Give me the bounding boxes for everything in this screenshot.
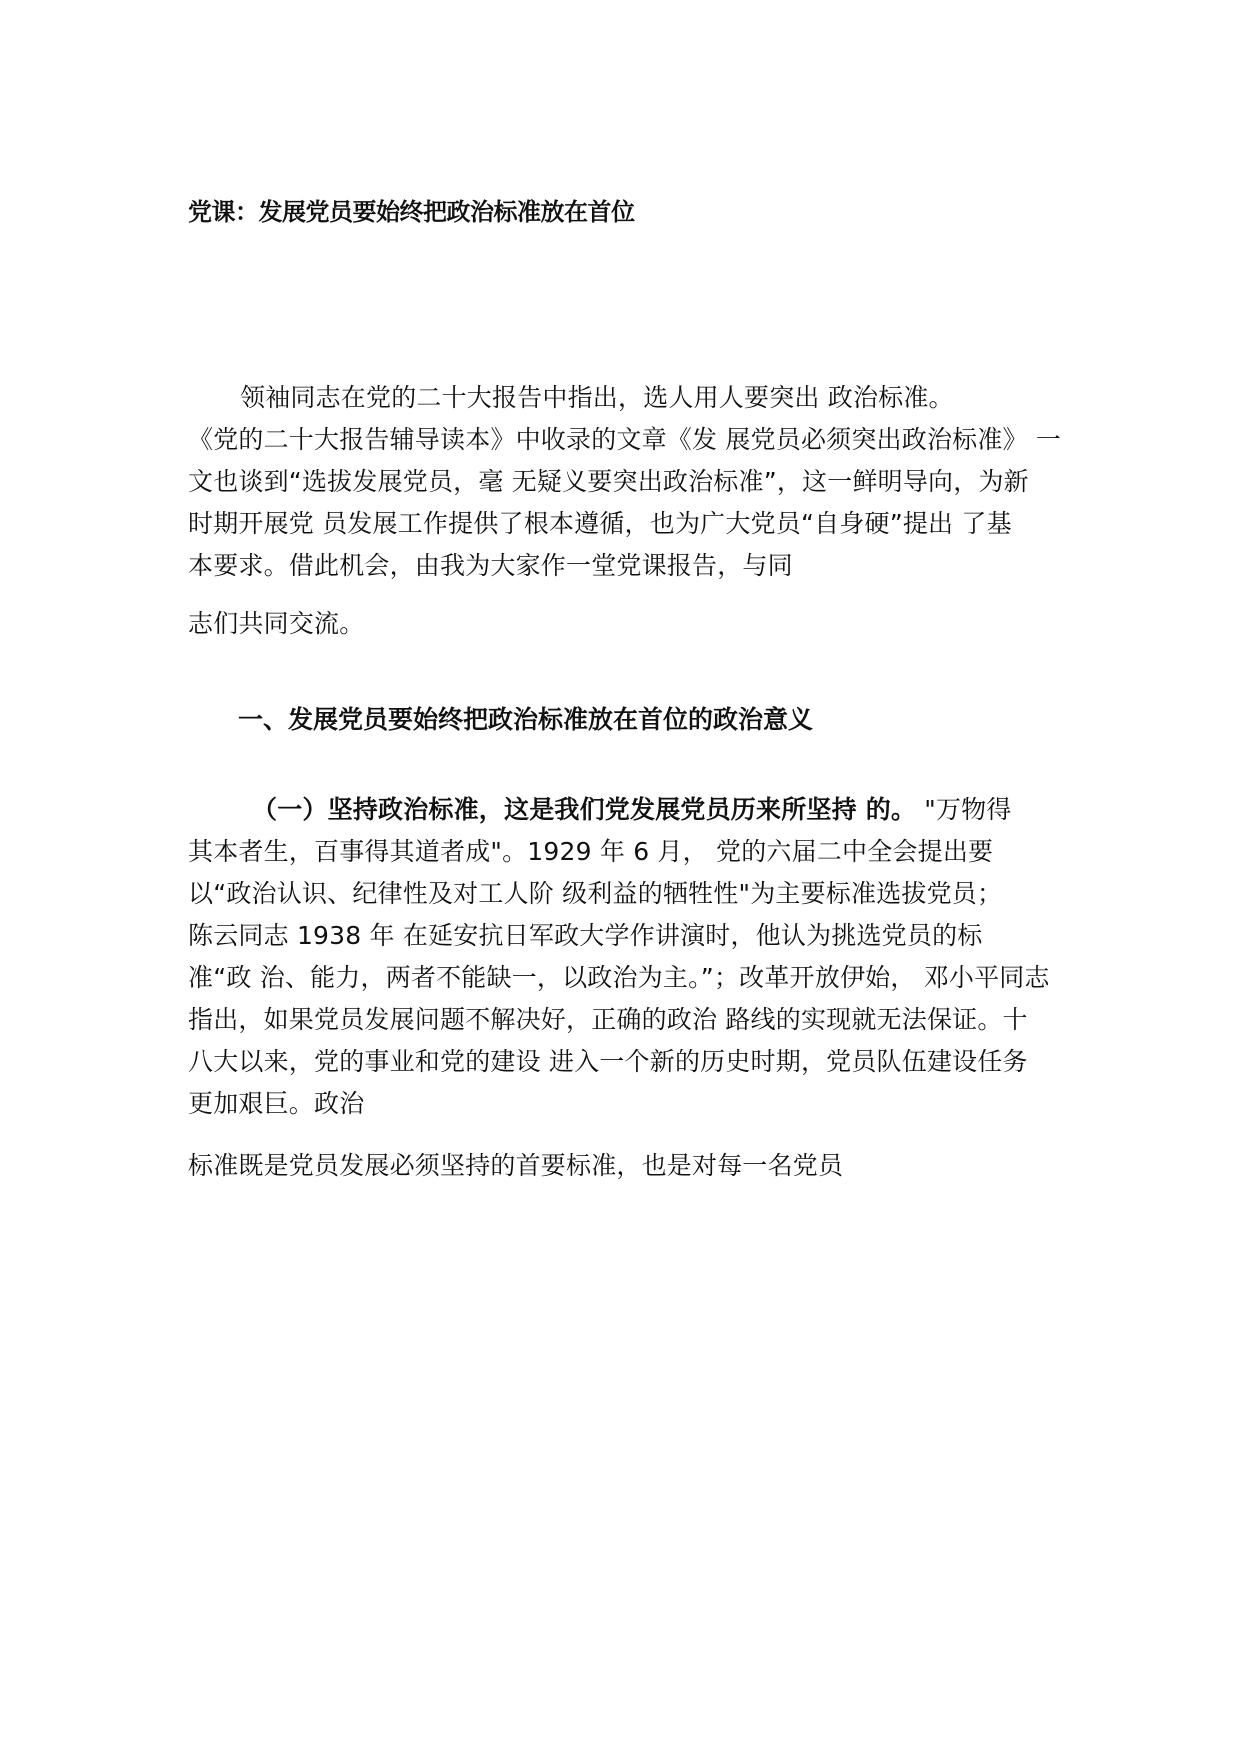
subsection-1-line-5: 指出，如果党员发展问题不解决好，正确的政治 路线的实现就无法保证。十 [188, 1005, 1028, 1034]
subsection-1-tail: 标准既是党员发展必须坚持的首要标准，也是对每一名党员 [188, 1151, 844, 1180]
subsection-1-line-2: 以“政治认识、纪律性及对工人阶 级利益的牺牲性"为主要标准选拔党员； [188, 879, 1003, 908]
paragraph-1-line-2: 《党的二十大报告辅导读本》中收录的文章《发 展党员必须突出政治标准》 一 [188, 425, 1062, 454]
document-title: 党课：发展党员要始终把政治标准放在首位 [188, 198, 635, 226]
paragraph-1-line-1: 领袖同志在党的二十大报告中指出，选人用人要突出 政治标准。 [240, 383, 954, 412]
subsection-1-line-1: 其本者生，百事得其道者成"。1929 年 6 月， 党的六届二中全会提出要 [188, 837, 994, 866]
subsection-1-bold-lead: （一）坚持政治标准，这是我们党发展党员历来所坚持 的。 [252, 795, 917, 824]
subsection-1-line-3: 陈云同志 1938 年 在延安抗日军政大学作讲演时，他认为挑选党员的标 [188, 921, 983, 950]
subsection-1-lead-rest: "万物得 [916, 795, 1012, 824]
paragraph-1-tail: 志们共同交流。 [188, 609, 365, 638]
paragraph-1-line-5: 本要求。借此机会，由我为大家作一堂党课报告，与同 [188, 551, 793, 580]
paragraph-1-line-4: 时期开展党 员发展工作提供了根本遵循，也为广大党员“自身硬”提出 了基 [188, 509, 1012, 538]
subsection-1-lead [252, 790, 1012, 830]
subsection-1-line-6: 八大以来，党的事业和党的建设 进入一个新的历史时期，党员队伍建设任务 [188, 1047, 1028, 1076]
subsection-1-line-7: 更加艰巨。政治 [188, 1089, 365, 1118]
section-1-heading: 一、发展党员要始终把政治标准放在首位的政治意义 [238, 705, 814, 734]
paragraph-1-line-3: 文也谈到“选拔发展党员，毫 无疑义要突出政治标准”，这一鲜明导向，为新 [188, 467, 1029, 496]
subsection-1-line-4: 准“政 治、能力，两者不能缺一，以政治为主。”；改革开放伊始， 邓小平同志 [188, 963, 1050, 992]
